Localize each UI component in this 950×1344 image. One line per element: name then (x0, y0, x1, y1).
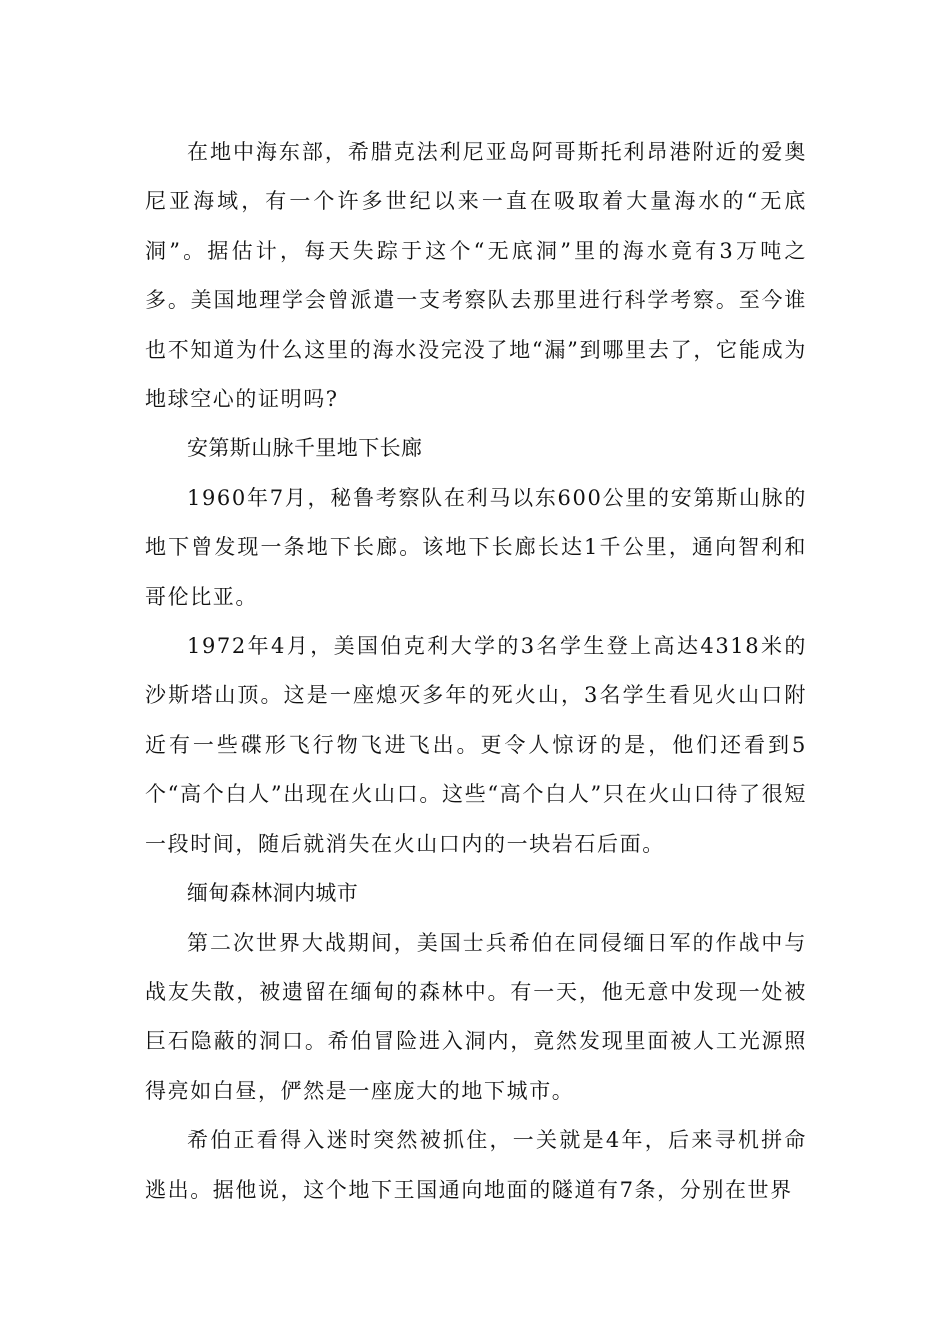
paragraph-shasta-1972: 1972年4月，美国伯克利大学的3名学生登上高达4318米的沙斯塔山顶。这是一座熄灭多年的死火山，3名学生看见火山口附近有一些碟形飞行物飞进飞出。更令人惊讶的是，他们还看到5个“高个白人”出现在火山口。这些“高个白人”只在火山口待了很短一段时间，随后就消失在火山口内的一块岩石后面。 (145, 634, 807, 856)
paragraph-andes-1960: 1960年7月，秘鲁考察队在利马以东600公里的安第斯山脉的地下曾发现一条地下长廊。该地下长廊长达1千公里，通向智利和哥伦比亚。 (145, 485, 807, 609)
section-heading-andes-corridor: 安第斯山脉千里地下长廊 (187, 436, 423, 461)
paragraph-hibben-escape: 希伯正看得入迷时突然被抓住，一关就是4年，后来寻机拼命逃出。据他说，这个地下王国通向地面的隧道有7条，分别在世界 (145, 1128, 807, 1202)
document-page (145, 128, 807, 1215)
paragraph-burma-ww2: 第二次世界大战期间，美国士兵希伯在同侵缅日军的作战中与战友失散，被遗留在缅甸的森林中。有一天，他无意中发现一处被巨石隐蔽的洞口。希伯冒险进入洞内，竟然发现里面被人工光源照得亮如白昼，俨然是一座庞大的地下城市。 (145, 930, 807, 1103)
section-heading-burma-city: 缅甸森林洞内城市 (187, 881, 359, 906)
paragraph-bottomless-hole: 在地中海东部，希腊克法利尼亚岛阿哥斯托利昂港附近的爱奥尼亚海域，有一个许多世纪以来一直在吸取着大量海水的“无底洞”。据估计，每天失踪于这个“无底洞”里的海水竟有3万吨之多。美国地理学会曾派遣一支考察队去那里进行科学考察。至今谁也不知道为什么这里的海水没完没了地“漏”到哪里去了，它能成为地球空心的证明吗? (145, 140, 807, 412)
